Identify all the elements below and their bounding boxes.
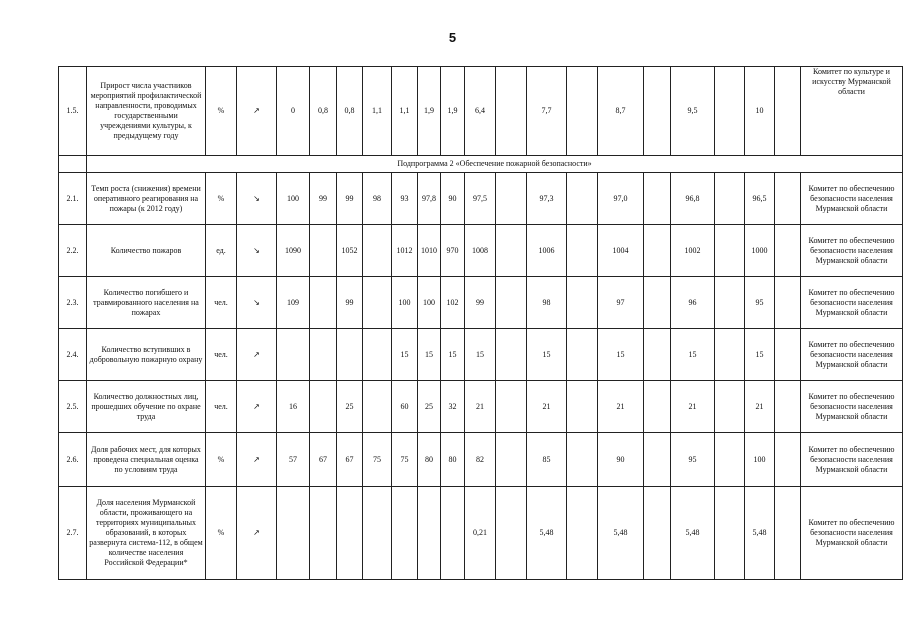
- value-cell: 100: [277, 173, 310, 225]
- table-row: [59, 67, 903, 156]
- value-cell: [310, 487, 337, 580]
- value-cell: [363, 329, 392, 381]
- value-cell: [363, 277, 392, 329]
- value-cell: 99: [310, 173, 337, 225]
- value-cell: [644, 225, 671, 277]
- table-row: [59, 277, 903, 329]
- value-cell: [775, 433, 801, 487]
- value-cell: [715, 433, 745, 487]
- value-cell: 93: [392, 173, 418, 225]
- value-cell: 10: [745, 67, 775, 156]
- value-cell: 15: [418, 329, 441, 381]
- unit-cell: чел.: [206, 329, 237, 381]
- trend-arrow-icon: ↘: [237, 225, 277, 277]
- value-cell: [775, 329, 801, 381]
- value-cell: 1010: [418, 225, 441, 277]
- value-cell: 90: [441, 173, 465, 225]
- indicator-name-cell: Темп роста (снижения) времени оперативного реагирования на пожары (к 2012 году): [87, 173, 206, 225]
- value-cell: 82: [465, 433, 496, 487]
- value-cell: 98: [363, 173, 392, 225]
- table-row: [59, 381, 903, 433]
- value-cell: [567, 173, 598, 225]
- unit-cell: %: [206, 433, 237, 487]
- executor-cell: Комитет по культуре и искусству Мурманской области: [801, 67, 903, 156]
- value-cell: [644, 381, 671, 433]
- value-cell: 75: [363, 433, 392, 487]
- value-cell: 102: [441, 277, 465, 329]
- unit-cell: чел.: [206, 381, 237, 433]
- value-cell: 21: [598, 381, 644, 433]
- value-cell: 67: [310, 433, 337, 487]
- value-cell: [310, 381, 337, 433]
- trend-arrow-icon: ↗: [237, 329, 277, 381]
- indicator-name-cell: Количество погибшего и травмированного населения на пожарах: [87, 277, 206, 329]
- value-cell: 97,5: [465, 173, 496, 225]
- value-cell: 1006: [527, 225, 567, 277]
- row-number-cell: [59, 156, 87, 173]
- value-cell: 95: [671, 433, 715, 487]
- value-cell: [567, 487, 598, 580]
- unit-cell: %: [206, 173, 237, 225]
- value-cell: 0,21: [465, 487, 496, 580]
- value-cell: [775, 67, 801, 156]
- value-cell: 97,3: [527, 173, 567, 225]
- value-cell: 96: [671, 277, 715, 329]
- trend-arrow-icon: ↘: [237, 173, 277, 225]
- value-cell: 16: [277, 381, 310, 433]
- value-cell: [496, 329, 527, 381]
- value-cell: 1004: [598, 225, 644, 277]
- indicator-name-cell: Доля рабочих мест, для которых проведена специальная оценка по условиям труда: [87, 433, 206, 487]
- value-cell: 9,5: [671, 67, 715, 156]
- value-cell: [567, 329, 598, 381]
- indicator-name-cell: Количество пожаров: [87, 225, 206, 277]
- value-cell: [496, 381, 527, 433]
- value-cell: 0,8: [337, 67, 363, 156]
- row-number-cell: 1.5.: [59, 67, 87, 156]
- executor-cell: Комитет по обеспечению безопасности населения Мурманской области: [801, 487, 903, 580]
- row-number-cell: 2.4.: [59, 329, 87, 381]
- value-cell: 98: [527, 277, 567, 329]
- value-cell: 90: [598, 433, 644, 487]
- value-cell: [644, 433, 671, 487]
- value-cell: 15: [392, 329, 418, 381]
- value-cell: [363, 487, 392, 580]
- value-cell: [715, 173, 745, 225]
- value-cell: [567, 433, 598, 487]
- value-cell: [392, 487, 418, 580]
- value-cell: 1,1: [392, 67, 418, 156]
- value-cell: 970: [441, 225, 465, 277]
- value-cell: [644, 67, 671, 156]
- value-cell: [337, 329, 363, 381]
- value-cell: 15: [465, 329, 496, 381]
- value-cell: 21: [671, 381, 715, 433]
- value-cell: [644, 277, 671, 329]
- value-cell: [567, 225, 598, 277]
- value-cell: 1090: [277, 225, 310, 277]
- value-cell: 80: [418, 433, 441, 487]
- row-number-cell: 2.1.: [59, 173, 87, 225]
- value-cell: [644, 487, 671, 580]
- value-cell: [496, 433, 527, 487]
- value-cell: 99: [337, 277, 363, 329]
- value-cell: [775, 225, 801, 277]
- value-cell: [775, 173, 801, 225]
- value-cell: 1002: [671, 225, 715, 277]
- page-number: 5: [448, 30, 457, 45]
- value-cell: [496, 225, 527, 277]
- value-cell: 15: [745, 329, 775, 381]
- value-cell: 25: [418, 381, 441, 433]
- value-cell: 5,48: [671, 487, 715, 580]
- value-cell: 97,8: [418, 173, 441, 225]
- value-cell: 5,48: [527, 487, 567, 580]
- unit-cell: чел.: [206, 277, 237, 329]
- value-cell: 1012: [392, 225, 418, 277]
- value-cell: [277, 329, 310, 381]
- value-cell: 99: [337, 173, 363, 225]
- row-number-cell: 2.2.: [59, 225, 87, 277]
- value-cell: [418, 487, 441, 580]
- executor-cell: Комитет по обеспечению безопасности населения Мурманской области: [801, 329, 903, 381]
- value-cell: 0,8: [310, 67, 337, 156]
- trend-arrow-icon: ↗: [237, 381, 277, 433]
- unit-cell: %: [206, 67, 237, 156]
- value-cell: 97,0: [598, 173, 644, 225]
- value-cell: [644, 173, 671, 225]
- table-row: [59, 225, 903, 277]
- table-row: [59, 487, 903, 580]
- value-cell: [496, 277, 527, 329]
- row-number-cell: 2.3.: [59, 277, 87, 329]
- executor-cell: Комитет по обеспечению безопасности населения Мурманской области: [801, 381, 903, 433]
- trend-arrow-icon: ↗: [237, 67, 277, 156]
- value-cell: [715, 67, 745, 156]
- value-cell: [310, 277, 337, 329]
- unit-cell: %: [206, 487, 237, 580]
- subprogram-title: Подпрограмма 2 «Обеспечение пожарной безопасности»: [87, 156, 903, 173]
- row-number-cell: 2.5.: [59, 381, 87, 433]
- value-cell: [310, 225, 337, 277]
- value-cell: [363, 225, 392, 277]
- executor-cell: Комитет по обеспечению безопасности населения Мурманской области: [801, 225, 903, 277]
- value-cell: 60: [392, 381, 418, 433]
- value-cell: [775, 381, 801, 433]
- value-cell: 15: [598, 329, 644, 381]
- value-cell: 67: [337, 433, 363, 487]
- value-cell: 96,8: [671, 173, 715, 225]
- value-cell: 7,7: [527, 67, 567, 156]
- value-cell: 25: [337, 381, 363, 433]
- value-cell: 1008: [465, 225, 496, 277]
- value-cell: [715, 381, 745, 433]
- indicators-table: [58, 66, 903, 580]
- trend-arrow-icon: ↗: [237, 487, 277, 580]
- row-number-cell: 2.6.: [59, 433, 87, 487]
- value-cell: [567, 67, 598, 156]
- value-cell: [715, 277, 745, 329]
- value-cell: 75: [392, 433, 418, 487]
- table-row: [59, 173, 903, 225]
- value-cell: 1000: [745, 225, 775, 277]
- value-cell: 80: [441, 433, 465, 487]
- value-cell: 100: [745, 433, 775, 487]
- value-cell: 21: [465, 381, 496, 433]
- value-cell: 15: [671, 329, 715, 381]
- value-cell: 85: [527, 433, 567, 487]
- value-cell: [715, 487, 745, 580]
- value-cell: [337, 487, 363, 580]
- indicator-name-cell: Доля населения Мурманской области, проживающего на территориях муниципальных образований, в которых развернута система-112, в общем количестве населения Российской Федерации*: [87, 487, 206, 580]
- table-row: [59, 433, 903, 487]
- value-cell: [363, 381, 392, 433]
- indicator-name-cell: Прирост числа участников мероприятий профилактической направленности, проводимых государственными учреждениями культуры, к предыдущему году: [87, 67, 206, 156]
- table-row: [59, 329, 903, 381]
- value-cell: 100: [392, 277, 418, 329]
- value-cell: [310, 329, 337, 381]
- value-cell: [715, 225, 745, 277]
- indicator-name-cell: Количество должностных лиц, прошедших обучение по охране труда: [87, 381, 206, 433]
- trend-arrow-icon: ↘: [237, 277, 277, 329]
- value-cell: 32: [441, 381, 465, 433]
- value-cell: [644, 329, 671, 381]
- trend-arrow-icon: ↗: [237, 433, 277, 487]
- value-cell: [496, 487, 527, 580]
- value-cell: [775, 487, 801, 580]
- value-cell: 1,9: [418, 67, 441, 156]
- value-cell: [496, 173, 527, 225]
- indicator-name-cell: Количество вступивших в добровольную пожарную охрану: [87, 329, 206, 381]
- value-cell: 15: [441, 329, 465, 381]
- value-cell: 6,4: [465, 67, 496, 156]
- value-cell: 21: [527, 381, 567, 433]
- value-cell: [715, 329, 745, 381]
- value-cell: [496, 67, 527, 156]
- row-number-cell: 2.7.: [59, 487, 87, 580]
- value-cell: 5,48: [745, 487, 775, 580]
- value-cell: [277, 487, 310, 580]
- value-cell: 15: [527, 329, 567, 381]
- value-cell: 8,7: [598, 67, 644, 156]
- value-cell: 0: [277, 67, 310, 156]
- value-cell: 57: [277, 433, 310, 487]
- executor-cell: Комитет по обеспечению безопасности населения Мурманской области: [801, 173, 903, 225]
- value-cell: 97: [598, 277, 644, 329]
- executor-cell: Комитет по обеспечению безопасности населения Мурманской области: [801, 277, 903, 329]
- value-cell: 109: [277, 277, 310, 329]
- value-cell: 5,48: [598, 487, 644, 580]
- value-cell: 96,5: [745, 173, 775, 225]
- unit-cell: ед.: [206, 225, 237, 277]
- value-cell: 1,1: [363, 67, 392, 156]
- value-cell: [567, 381, 598, 433]
- value-cell: [775, 277, 801, 329]
- value-cell: [441, 487, 465, 580]
- value-cell: 95: [745, 277, 775, 329]
- executor-cell: Комитет по обеспечению безопасности населения Мурманской области: [801, 433, 903, 487]
- value-cell: 1,9: [441, 67, 465, 156]
- subprogram-row: [59, 156, 903, 173]
- value-cell: [567, 277, 598, 329]
- value-cell: 21: [745, 381, 775, 433]
- value-cell: 1052: [337, 225, 363, 277]
- value-cell: 100: [418, 277, 441, 329]
- value-cell: 99: [465, 277, 496, 329]
